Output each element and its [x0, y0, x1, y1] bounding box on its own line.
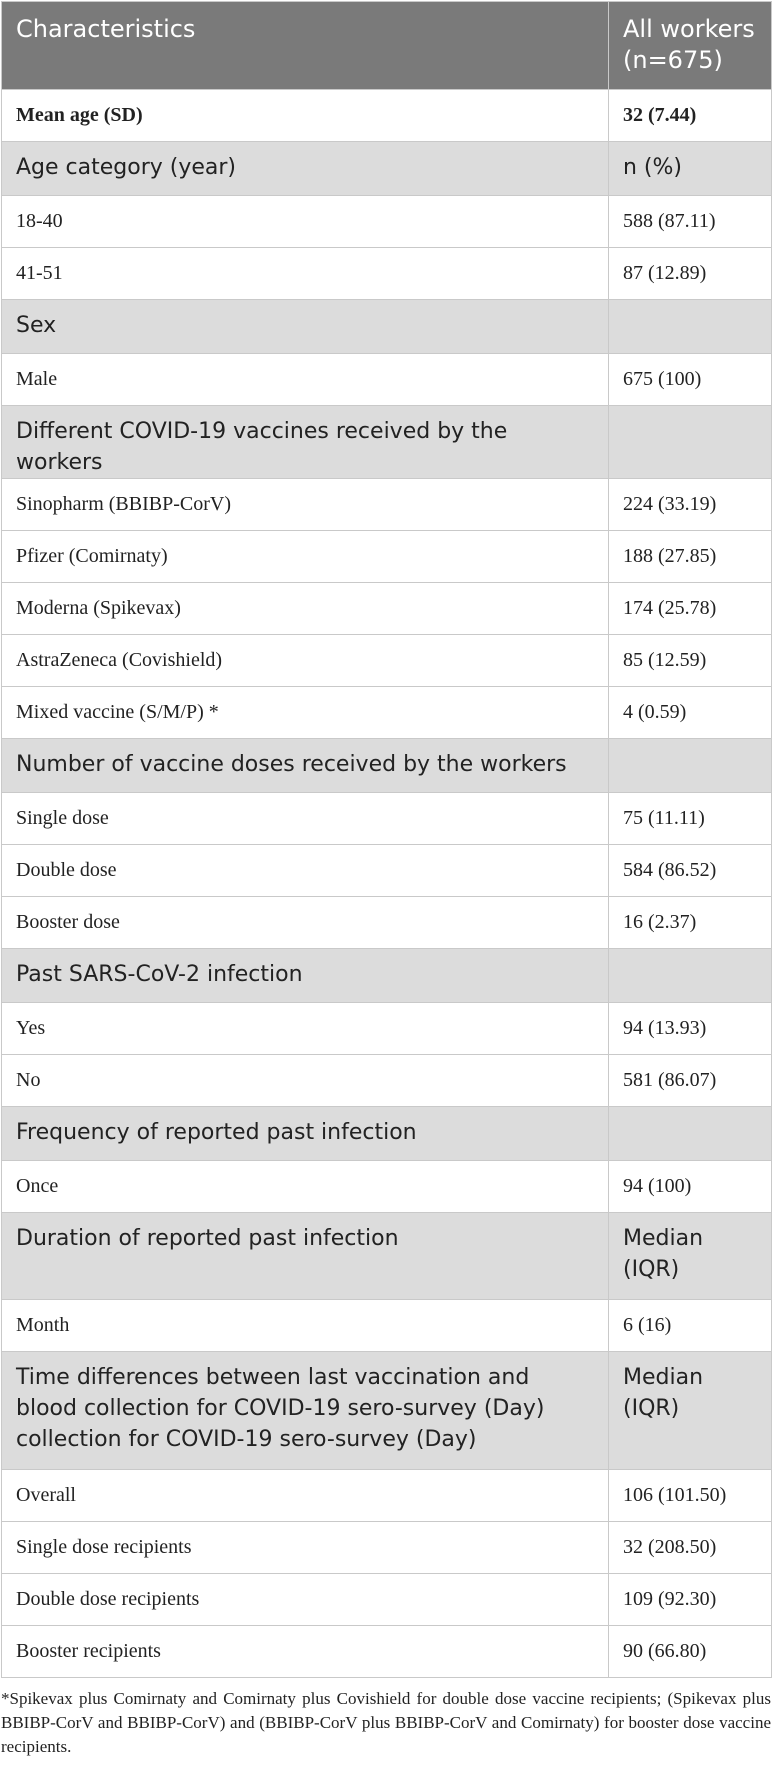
row-value: 32 (7.44) — [609, 90, 772, 142]
row-label: Single dose — [2, 793, 609, 845]
section-value — [609, 300, 772, 354]
section-label: Past SARS-CoV-2 infection — [2, 949, 609, 1003]
row-label: Male — [2, 354, 609, 406]
section-header-row — [2, 300, 772, 354]
table-row — [2, 635, 772, 687]
row-label: Pfizer (Comirnaty) — [2, 531, 609, 583]
table-row — [2, 1626, 772, 1678]
row-value: 94 (100) — [609, 1161, 772, 1213]
characteristics-table — [1, 1, 772, 1678]
characteristics-table-container — [1, 1, 771, 1759]
row-label: Moderna (Spikevax) — [2, 583, 609, 635]
row-label: 41-51 — [2, 248, 609, 300]
table-row — [2, 1055, 772, 1107]
section-value — [609, 1107, 772, 1161]
table-row — [2, 1161, 772, 1213]
row-value: 87 (12.89) — [609, 248, 772, 300]
row-label: 18-40 — [2, 196, 609, 248]
row-value: 675 (100) — [609, 354, 772, 406]
section-value: Median (IQR) — [609, 1213, 772, 1300]
row-label: Sinopharm (BBIBP-CorV) — [2, 479, 609, 531]
row-label: Single dose recipients — [2, 1522, 609, 1574]
section-header-row — [2, 949, 772, 1003]
section-header-row — [2, 1352, 772, 1470]
table-row — [2, 897, 772, 949]
section-value — [609, 739, 772, 793]
row-label: Month — [2, 1300, 609, 1352]
table-footnote: *Spikevax plus Comirnaty and Comirnaty plus Covishield for double dose vaccine recipients; (Spikevax plus BBIBP-CorV and BBIBP-CorV) and (BBIBP-CorV plus BBIBP-CorV and Comirnaty) for booster dose vaccine recipients. — [1, 1689, 771, 1756]
row-label: Yes — [2, 1003, 609, 1055]
table-row — [2, 1003, 772, 1055]
section-header-row — [2, 1213, 772, 1300]
row-label: Booster dose — [2, 897, 609, 949]
section-label: Age category (year) — [2, 142, 609, 196]
section-label: Sex — [2, 300, 609, 354]
section-label: Frequency of reported past infection — [2, 1107, 609, 1161]
header-all-workers: All workers (n=675) — [609, 2, 772, 90]
table-row — [2, 1574, 772, 1626]
section-value: Median (IQR) — [609, 1352, 772, 1470]
row-value: 588 (87.11) — [609, 196, 772, 248]
table-row — [2, 196, 772, 248]
row-value: 75 (11.11) — [609, 793, 772, 845]
row-value: 16 (2.37) — [609, 897, 772, 949]
table-row — [2, 479, 772, 531]
row-value: 109 (92.30) — [609, 1574, 772, 1626]
table-row — [2, 583, 772, 635]
section-value — [609, 949, 772, 1003]
row-label: Overall — [2, 1470, 609, 1522]
row-label: AstraZeneca (Covishield) — [2, 635, 609, 687]
table-row — [2, 1522, 772, 1574]
table-row — [2, 845, 772, 897]
table-row — [2, 531, 772, 583]
table-row — [2, 687, 772, 739]
row-label: Once — [2, 1161, 609, 1213]
section-label: Duration of reported past infection — [2, 1213, 609, 1300]
table-row — [2, 793, 772, 845]
section-label: Number of vaccine doses received by the workers — [2, 739, 609, 793]
section-header-row — [2, 1107, 772, 1161]
table-row — [2, 354, 772, 406]
section-header-row — [2, 406, 772, 479]
row-value: 106 (101.50) — [609, 1470, 772, 1522]
table-row — [2, 1470, 772, 1522]
row-value: 6 (16) — [609, 1300, 772, 1352]
row-label: Double dose — [2, 845, 609, 897]
row-label: Mean age (SD) — [2, 90, 609, 142]
table-row — [2, 1300, 772, 1352]
section-value: n (%) — [609, 142, 772, 196]
row-value: 90 (66.80) — [609, 1626, 772, 1678]
row-value: 188 (27.85) — [609, 531, 772, 583]
table-body — [2, 90, 772, 1678]
header-characteristics: Characteristics — [2, 2, 609, 90]
row-value: 581 (86.07) — [609, 1055, 772, 1107]
row-label: Mixed vaccine (S/M/P) * — [2, 687, 609, 739]
table-header-row — [2, 2, 772, 90]
row-value: 4 (0.59) — [609, 687, 772, 739]
table-row — [2, 90, 772, 142]
row-value: 584 (86.52) — [609, 845, 772, 897]
section-header-row — [2, 142, 772, 196]
row-value: 85 (12.59) — [609, 635, 772, 687]
row-value: 174 (25.78) — [609, 583, 772, 635]
row-value: 32 (208.50) — [609, 1522, 772, 1574]
section-value — [609, 406, 772, 479]
row-label: Double dose recipients — [2, 1574, 609, 1626]
row-value: 224 (33.19) — [609, 479, 772, 531]
section-header-row — [2, 739, 772, 793]
row-value: 94 (13.93) — [609, 1003, 772, 1055]
row-label: No — [2, 1055, 609, 1107]
section-label: Different COVID-19 vaccines received by the workers — [2, 406, 609, 479]
row-label: Booster recipients — [2, 1626, 609, 1678]
table-row — [2, 248, 772, 300]
section-label: Time differences between last vaccination and blood collection for COVID-19 sero-survey (Day) collection for COVID-19 sero-survey (Day) — [2, 1352, 609, 1470]
